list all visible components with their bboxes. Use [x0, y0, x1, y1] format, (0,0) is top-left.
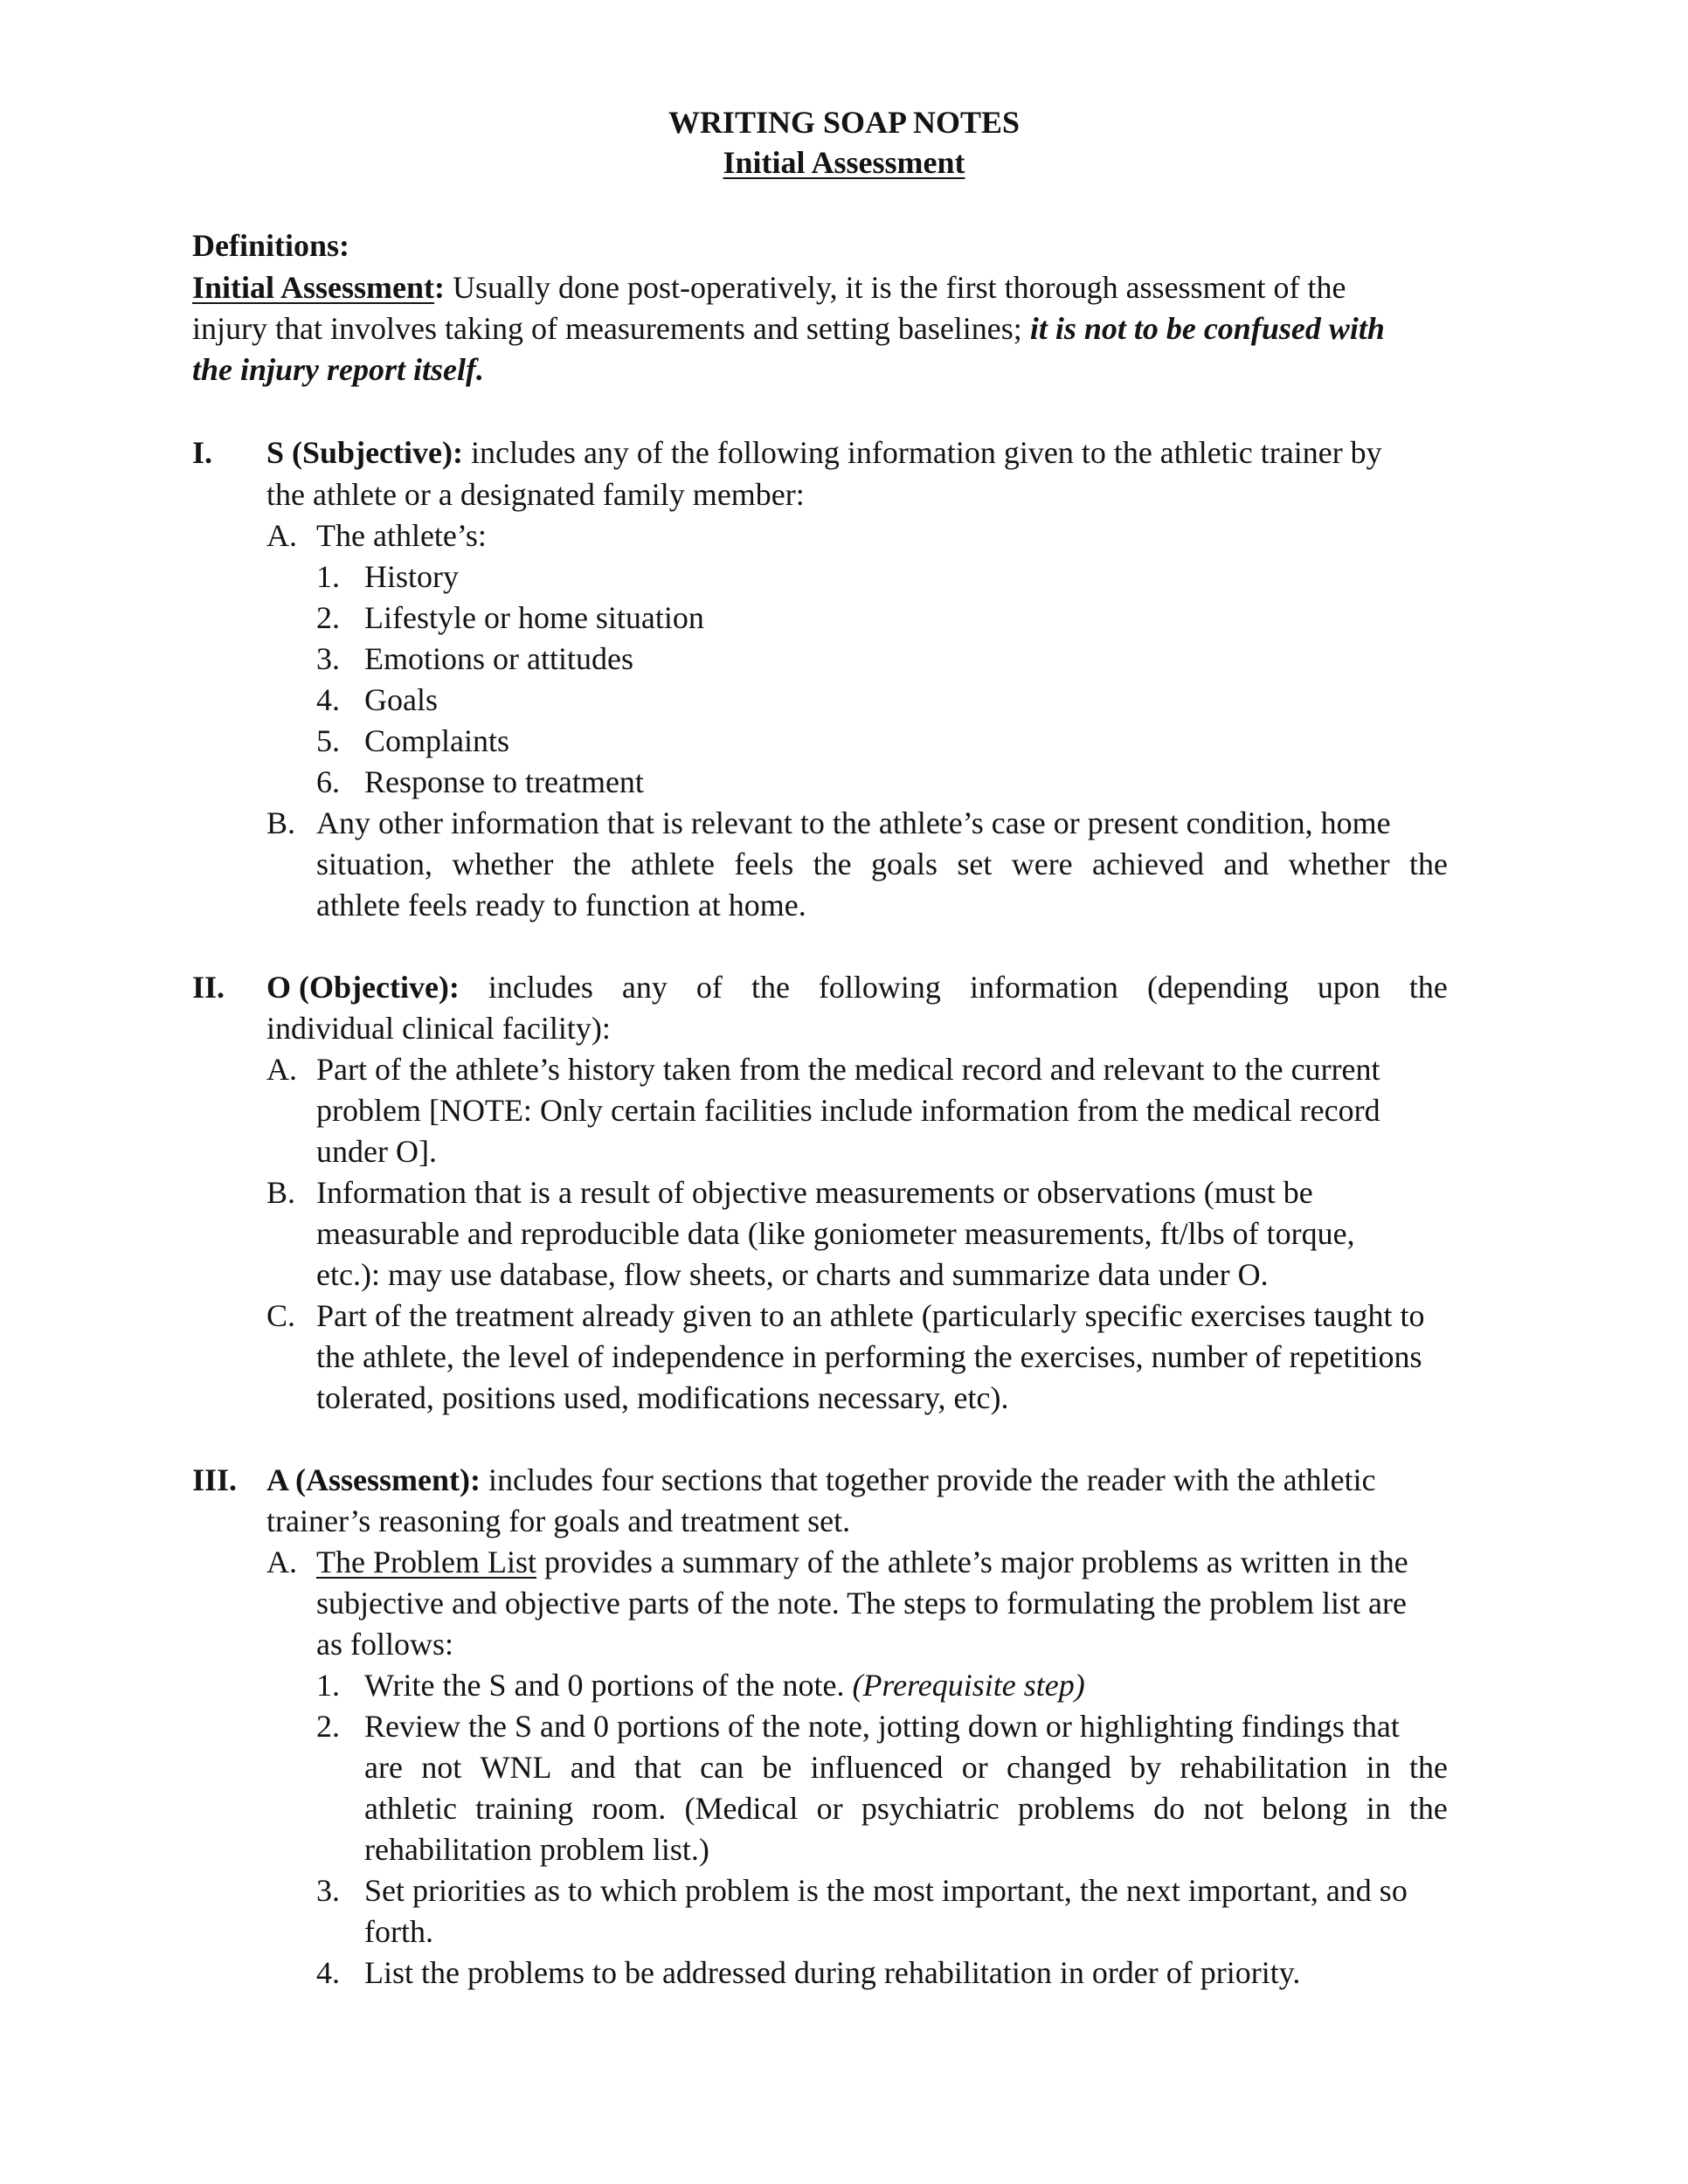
list-item: History: [364, 559, 459, 594]
list-item-number: 2.: [316, 600, 340, 635]
list-item: Set priorities as to which problem is the most important, the next important, and so: [364, 1873, 1408, 1908]
word: whether: [452, 847, 554, 881]
word: (depending: [1146, 970, 1289, 1005]
definition-line-3: the injury report itself.: [192, 352, 485, 387]
section-2-C-letter: C.: [266, 1298, 296, 1333]
section-3-line-2: trainer’s reasoning for goals and treatment set.: [266, 1503, 851, 1538]
list-item: List the problems to be addressed during rehabilitation in order of priority.: [364, 1955, 1301, 1990]
section-2-A-line-1: Part of the athlete’s history taken from the medical record and relevant to the current: [316, 1052, 1380, 1087]
word: the: [1408, 1791, 1448, 1826]
word: feels: [734, 847, 794, 881]
word: includes: [488, 970, 593, 1005]
list-item-number: 5.: [316, 723, 340, 758]
document-subtitle: Initial Assessment: [723, 145, 965, 180]
word: O (Objective):: [266, 970, 460, 1005]
word: whether: [1288, 847, 1390, 881]
word: influenced: [810, 1750, 944, 1785]
list-item: Goals: [364, 682, 438, 717]
section-1-number: I.: [192, 435, 213, 470]
word: the: [1408, 847, 1448, 881]
word: the: [572, 847, 612, 881]
document-title: WRITING SOAP NOTES: [668, 105, 1020, 140]
list-item: Lifestyle or home situation: [364, 600, 704, 635]
word: achieved: [1092, 847, 1204, 881]
section-3-A-line-3: as follows:: [316, 1627, 453, 1662]
word: any: [621, 970, 668, 1005]
definition-line-1: Initial Assessment: Usually done post-operatively, it is the first thorough assessment of the: [192, 270, 1346, 305]
section-2-line-1: [266, 967, 1448, 1007]
word: be: [762, 1750, 792, 1785]
definition-term: Initial Assessment: [192, 270, 435, 305]
word: can: [700, 1750, 744, 1785]
word: the: [1408, 1750, 1448, 1785]
word: or: [816, 1791, 843, 1826]
word: by: [1130, 1750, 1162, 1785]
word: the: [1408, 970, 1448, 1005]
problem-list-term: The Problem List: [316, 1545, 536, 1579]
section-3-label: A (Assessment):: [266, 1462, 481, 1497]
list-item-line-3: [364, 1788, 1448, 1828]
section-2-C-line-3: tolerated, positions used, modifications necessary, etc).: [316, 1380, 1009, 1415]
list-item-line-2: forth.: [364, 1914, 433, 1949]
word: room.: [591, 1791, 667, 1826]
section-2-line-2: individual clinical facility):: [266, 1011, 611, 1046]
section-2-A-letter: A.: [266, 1052, 297, 1087]
section-2-B-line-3: etc.): may use database, flow sheets, or charts and summarize data under O.: [316, 1257, 1269, 1292]
word: are: [364, 1750, 403, 1785]
list-item-number: 3.: [316, 1873, 340, 1908]
word: athletic: [364, 1791, 457, 1826]
word: problems: [1017, 1791, 1135, 1826]
section-1-line-2: the athlete or a designated family member:: [266, 477, 805, 512]
list-item-number: 2.: [316, 1709, 340, 1744]
word: not: [421, 1750, 462, 1785]
word: upon: [1317, 970, 1380, 1005]
word: goals: [871, 847, 937, 881]
list-item-line-4: rehabilitation problem list.): [364, 1832, 709, 1867]
section-2-number: II.: [192, 970, 225, 1005]
section-3-A-line-1: The Problem List provides a summary of the athlete’s major problems as written in the: [316, 1545, 1408, 1579]
section-1-B-letter: B.: [266, 805, 296, 840]
list-item: Emotions or attitudes: [364, 641, 633, 676]
list-item-number: 4.: [316, 682, 340, 717]
word: in: [1366, 1791, 1391, 1826]
word: information: [969, 970, 1118, 1005]
definition-line-2: injury that involves taking of measurements and setting baselines; it is not to be confused with: [192, 311, 1385, 346]
word: athlete: [631, 847, 715, 881]
list-item-number: 4.: [316, 1955, 340, 1990]
definitions-heading: Definitions:: [192, 228, 349, 263]
section-1-label: S (Subjective):: [266, 435, 463, 470]
word: do: [1153, 1791, 1186, 1826]
word: not: [1203, 1791, 1244, 1826]
word: of: [695, 970, 723, 1005]
word: situation,: [316, 847, 432, 881]
section-1-B-line-2: [316, 844, 1448, 884]
section-2-A-line-2: problem [NOTE: Only certain facilities include information from the medical record: [316, 1093, 1380, 1128]
word: psychiatric: [861, 1791, 1000, 1826]
word: rehabilitation: [1180, 1750, 1348, 1785]
list-item-number: 3.: [316, 641, 340, 676]
list-item-number: 1.: [316, 559, 340, 594]
section-3-A-line-2: subjective and objective parts of the note. The steps to formulating the problem list are: [316, 1586, 1407, 1621]
list-item: Complaints: [364, 723, 510, 758]
section-3-number: III.: [192, 1462, 238, 1497]
word: and: [1223, 847, 1269, 881]
section-2-B-line-2: measurable and reproducible data (like goniometer measurements, ft/lbs of torque,: [316, 1216, 1355, 1251]
word: were: [1011, 847, 1073, 881]
word: changed: [1007, 1750, 1111, 1785]
section-3-A-letter: A.: [266, 1545, 297, 1579]
section-3-line-1: A (Assessment): includes four sections that together provide the reader with the athletic: [266, 1462, 1376, 1497]
list-item-line-2: [364, 1747, 1448, 1787]
list-item-number: 6.: [316, 764, 340, 799]
section-2-A-line-3: under O].: [316, 1134, 437, 1169]
list-item: Write the S and 0 portions of the note. (Prerequisite step): [364, 1668, 1085, 1703]
word: that: [633, 1750, 681, 1785]
section-2-C-line-1: Part of the treatment already given to an athlete (particularly specific exercises taught to: [316, 1298, 1425, 1333]
word: training: [475, 1791, 574, 1826]
section-1-line-1: S (Subjective): includes any of the following information given to the athletic trainer by: [266, 435, 1382, 470]
word: belong: [1262, 1791, 1348, 1826]
section-2-B-letter: B.: [266, 1175, 296, 1210]
word: set: [957, 847, 993, 881]
list-item: Response to treatment: [364, 764, 644, 799]
section-1-A-text: The athlete’s:: [316, 518, 487, 553]
prerequisite-note: (Prerequisite step): [852, 1668, 1085, 1703]
list-item: Review the S and 0 portions of the note, jotting down or highlighting findings that: [364, 1709, 1400, 1744]
section-2-C-line-2: the athlete, the level of independence in performing the exercises, number of repetitions: [316, 1339, 1422, 1374]
section-1-A-letter: A.: [266, 518, 297, 553]
word: and: [570, 1750, 616, 1785]
word: or: [961, 1750, 988, 1785]
word: following: [818, 970, 941, 1005]
word: the: [751, 970, 790, 1005]
word: in: [1366, 1750, 1391, 1785]
list-item-number: 1.: [316, 1668, 340, 1703]
section-2-B-line-1: Information that is a result of objective measurements or observations (must be: [316, 1175, 1313, 1210]
word: (Medical: [684, 1791, 799, 1826]
section-1-B-line-3: athlete feels ready to function at home.: [316, 888, 806, 923]
section-1-B-line-1: Any other information that is relevant to the athlete’s case or present condition, home: [316, 805, 1391, 840]
word: the: [813, 847, 852, 881]
word: WNL: [480, 1750, 552, 1785]
